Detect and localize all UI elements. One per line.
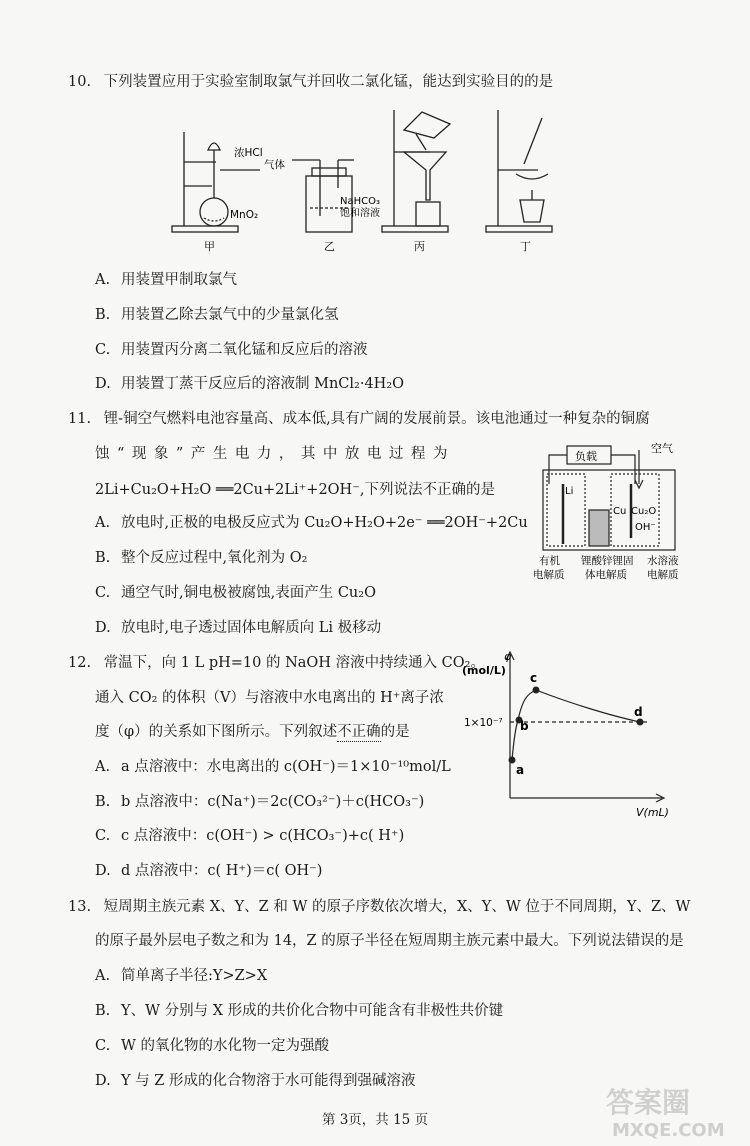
q10-number: 10. xyxy=(68,74,92,90)
q12-stem-line2: 通入 CO₂ 的体积（V）与溶液中水电离出的 H⁺离子浓 xyxy=(95,690,444,706)
point-c xyxy=(533,687,540,694)
q10-option-a[interactable]: A. 用装置甲制取氯气 xyxy=(95,272,237,288)
label-solid: 锂酸锌锂固 xyxy=(581,555,634,567)
label-cu2o: Cu₂O xyxy=(631,506,657,517)
label-aqueous: 水溶液 xyxy=(647,555,679,567)
apparatus-bing xyxy=(382,110,450,232)
q13-option-d[interactable]: D. Y 与 Z 形成的化合物溶于水可能得到强碱溶液 xyxy=(95,1073,416,1089)
q12-graph xyxy=(462,648,687,828)
q12-option-b[interactable]: B. b 点溶液中：c(Na⁺)＝2c(CO₃²⁻)＋c(HCO₃⁻) xyxy=(95,794,425,810)
q13-option-c[interactable]: C. W 的氧化物的水化物一定为强酸 xyxy=(95,1038,330,1054)
q12-stem-line3: 度（φ）的关系如下图所示。下列叙述不正确的是 xyxy=(95,724,410,740)
label-yi: 乙 xyxy=(324,240,335,253)
label-solid-electrolyte: 体电解质 xyxy=(585,569,627,581)
svg-text:答案圈: 答案圈 xyxy=(606,1086,691,1119)
label-organic: 有机 xyxy=(539,555,560,567)
label-organic-electrolyte: 电解质 xyxy=(533,569,565,581)
x-axis-label: V(mL) xyxy=(636,806,669,819)
q11-option-b[interactable]: B. 整个反应过程中,氧化剂为 O₂ xyxy=(95,550,308,566)
q11-stem-line1: 11. 锂-铜空气燃料电池容量高、成本低,具有广阔的发展前景。该电池通过一种复杂的铜腐 xyxy=(68,411,650,427)
q13-option-b[interactable]: B. Y、W 分别与 X 形成的共价化合物中可能含有非极性共价键 xyxy=(95,1003,504,1019)
q12-number: 12. xyxy=(68,655,92,671)
label-point-c: c xyxy=(530,671,538,685)
label-aqueous-electrolyte: 电解质 xyxy=(647,569,679,581)
label-li: Li xyxy=(565,486,574,497)
q10-option-b[interactable]: B. 用装置乙除去氯气中的少量氯化氢 xyxy=(95,307,339,323)
label-bing: 丙 xyxy=(414,240,425,253)
label-saturated-solution: 饱和溶液 xyxy=(340,208,380,219)
q10-stem xyxy=(68,72,553,92)
q11-number: 11. xyxy=(68,411,92,427)
q10-option-c[interactable]: C. 用装置丙分离二氧化锰和反应后的溶液 xyxy=(95,342,368,358)
q12-option-d[interactable]: D. d 点溶液中：c( H⁺)＝c( OH⁻) xyxy=(95,863,323,879)
q11-battery-figure xyxy=(527,440,697,584)
label-air: 空气 xyxy=(651,442,673,455)
q11-stem-line3: 2Li+Cu₂O+H₂O ══2Cu+2Li⁺+2OH⁻,下列说法不正确的是 xyxy=(95,482,495,498)
label-oh: OH⁻ xyxy=(635,522,656,533)
q13-option-a[interactable]: A. 简单离子半径:Y>Z>X xyxy=(95,968,268,984)
label-point-a: a xyxy=(516,763,525,777)
page-footer: 第 3页，共 15 页 xyxy=(321,1112,429,1128)
q11-option-d[interactable]: D. 放电时,电子透过固体电解质向 Li 极移动 xyxy=(95,620,382,636)
point-d xyxy=(637,719,644,726)
q10-apparatus-figure xyxy=(168,104,598,256)
y-axis-symbol: φ xyxy=(504,650,512,663)
q13-stem-line1: 13. 短周期主族元素 X、Y、Z 和 W 的原子序数依次增大，X、Y、W 位于不同周期，Y、Z、W xyxy=(68,899,691,915)
q11-option-c[interactable]: C. 通空气时,铜电极被腐蚀,表面产生 Cu₂O xyxy=(95,585,376,601)
label-cu: Cu xyxy=(613,506,627,517)
apparatus-ding xyxy=(486,110,552,232)
q12-option-a[interactable]: A. a 点溶液中：水电离出的 c(OH⁻)＝1×10⁻¹⁰mol/L xyxy=(95,759,451,775)
q13-number: 13. xyxy=(68,899,92,915)
q12-option-c[interactable]: C. c 点溶液中：c(OH⁻) > c(HCO₃⁻)+c( H⁺) xyxy=(95,828,405,844)
q12-stem-line1: 12. 常温下，向 1 L pH=10 的 NaOH 溶液中持续通入 CO₂。 xyxy=(68,655,485,671)
point-a xyxy=(509,757,516,764)
label-point-b: b xyxy=(520,719,529,733)
emphasis-not-correct: 不正确 xyxy=(337,724,381,740)
q10-option-d[interactable]: D. 用装置丁蒸干反应后的溶液制 MnCl₂·4H₂O xyxy=(95,376,405,392)
q11-stem-line2: 蚀“现象”产生电力，其中放电过程为 xyxy=(95,446,455,462)
label-jia: 甲 xyxy=(204,240,215,253)
q10-stem-text: 下列装置应用于实验室制取氯气并回收二氯化锰，能达到实验目的的是 xyxy=(103,74,554,90)
q11-option-a[interactable]: A. 放电时,正极的电极反应式为 Cu₂O+H₂O+2e⁻ ══2OH⁻+2Cu xyxy=(95,515,528,531)
label-load: 负载 xyxy=(575,450,597,463)
phi-curve xyxy=(512,690,640,760)
label-mno2: MnO₂ xyxy=(230,209,259,221)
q13-stem-line2: 的原子最外层电子数之和为 14，Z 的原子半径在短周期主族元素中最大。下列说法错误的是 xyxy=(95,933,684,949)
label-ding: 丁 xyxy=(520,240,531,253)
site-watermark-logo xyxy=(602,1080,742,1140)
svg-text:MXQE.COM: MXQE.COM xyxy=(612,1120,725,1140)
y-axis-unit: (mol/L) xyxy=(462,664,506,677)
y-tick-label: 1×10⁻⁷ xyxy=(464,717,503,729)
label-nahco3: NaHCO₃ xyxy=(340,196,380,207)
label-conc-hcl: 浓HCl xyxy=(234,147,263,159)
label-gas: 气体 xyxy=(264,159,285,171)
label-point-d: d xyxy=(634,705,643,719)
